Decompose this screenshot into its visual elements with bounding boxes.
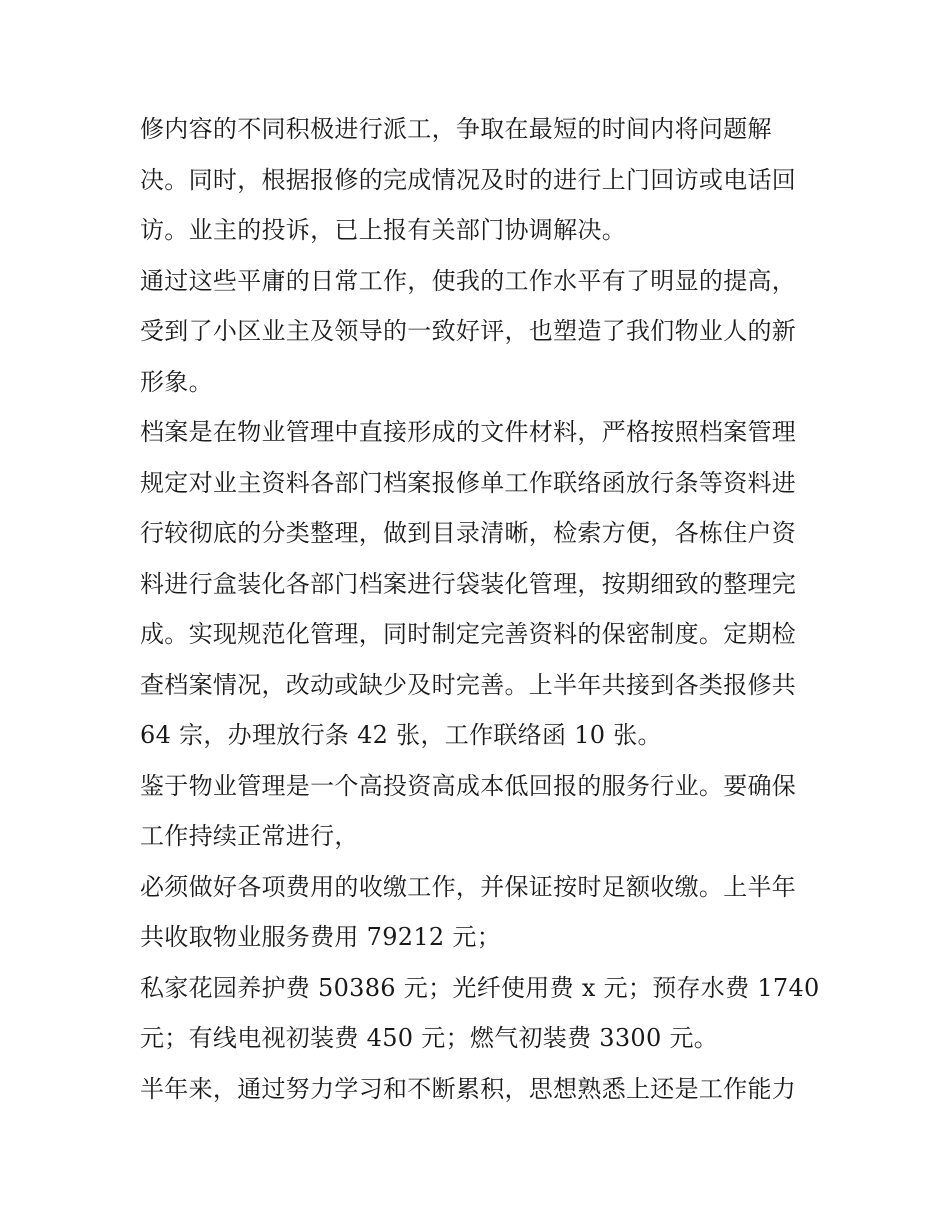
text-line: 行较彻底的分类整理，做到目录清晰，检索方便，各栋住户资 <box>140 519 797 547</box>
text-line: 工作持续正常进行， <box>140 822 359 850</box>
text-line: 私家花园养护费 50386 元；光纤使用费 x 元；预存水费 1740 <box>140 973 820 1002</box>
text-line: 决。同时，根据报修的完成情况及时的进行上门回访或电话回 <box>140 165 797 194</box>
body-text <box>140 104 820 1114</box>
text-line: 受到了小区业主及领导的一致好评，也塑造了我们物业人的新 <box>140 317 797 345</box>
text-line: 访。业主的投诉，已上报有关部门协调解决。 <box>140 216 626 244</box>
text-line: 通过这些平庸的日常工作，使我的工作水平有了明显的提高， <box>140 266 797 295</box>
text-line: 成。实现规范化管理，同时制定完善资料的保密制度。定期检 <box>140 620 797 648</box>
text-line: 查档案情况，改动或缺少及时完善。上半年共接到各类报修共 <box>140 670 797 699</box>
text-line: 必须做好各项费用的收缴工作，并保证按时足额收缴。上半年 <box>140 872 797 901</box>
text-line: 鉴于物业管理是一个高投资高成本低回报的服务行业。要确保 <box>140 771 797 800</box>
text-line: 半年来，通过努力学习和不断累积，思想熟悉上还是工作能力 <box>140 1074 797 1103</box>
text-line: 规定对业主资料各部门档案报修单工作联络函放行条等资料进 <box>140 468 797 497</box>
text-line: 形象。 <box>140 367 213 396</box>
text-line: 档案是在物业管理中直接形成的文件材料，严格按照档案管理 <box>140 418 797 446</box>
text-line: 64 宗，办理放行条 42 张，工作联络函 10 张。 <box>140 721 662 749</box>
text-line: 共收取物业服务费用 79212 元； <box>140 923 502 951</box>
text-line: 修内容的不同积极进行派工，争取在最短的时间内将问题解 <box>140 115 772 143</box>
text-line: 料进行盒装化各部门档案进行袋装化管理，按期细致的整理完 <box>140 569 797 598</box>
text-line: 元；有线电视初装费 450 元；燃气初装费 3300 元。 <box>140 1024 719 1052</box>
